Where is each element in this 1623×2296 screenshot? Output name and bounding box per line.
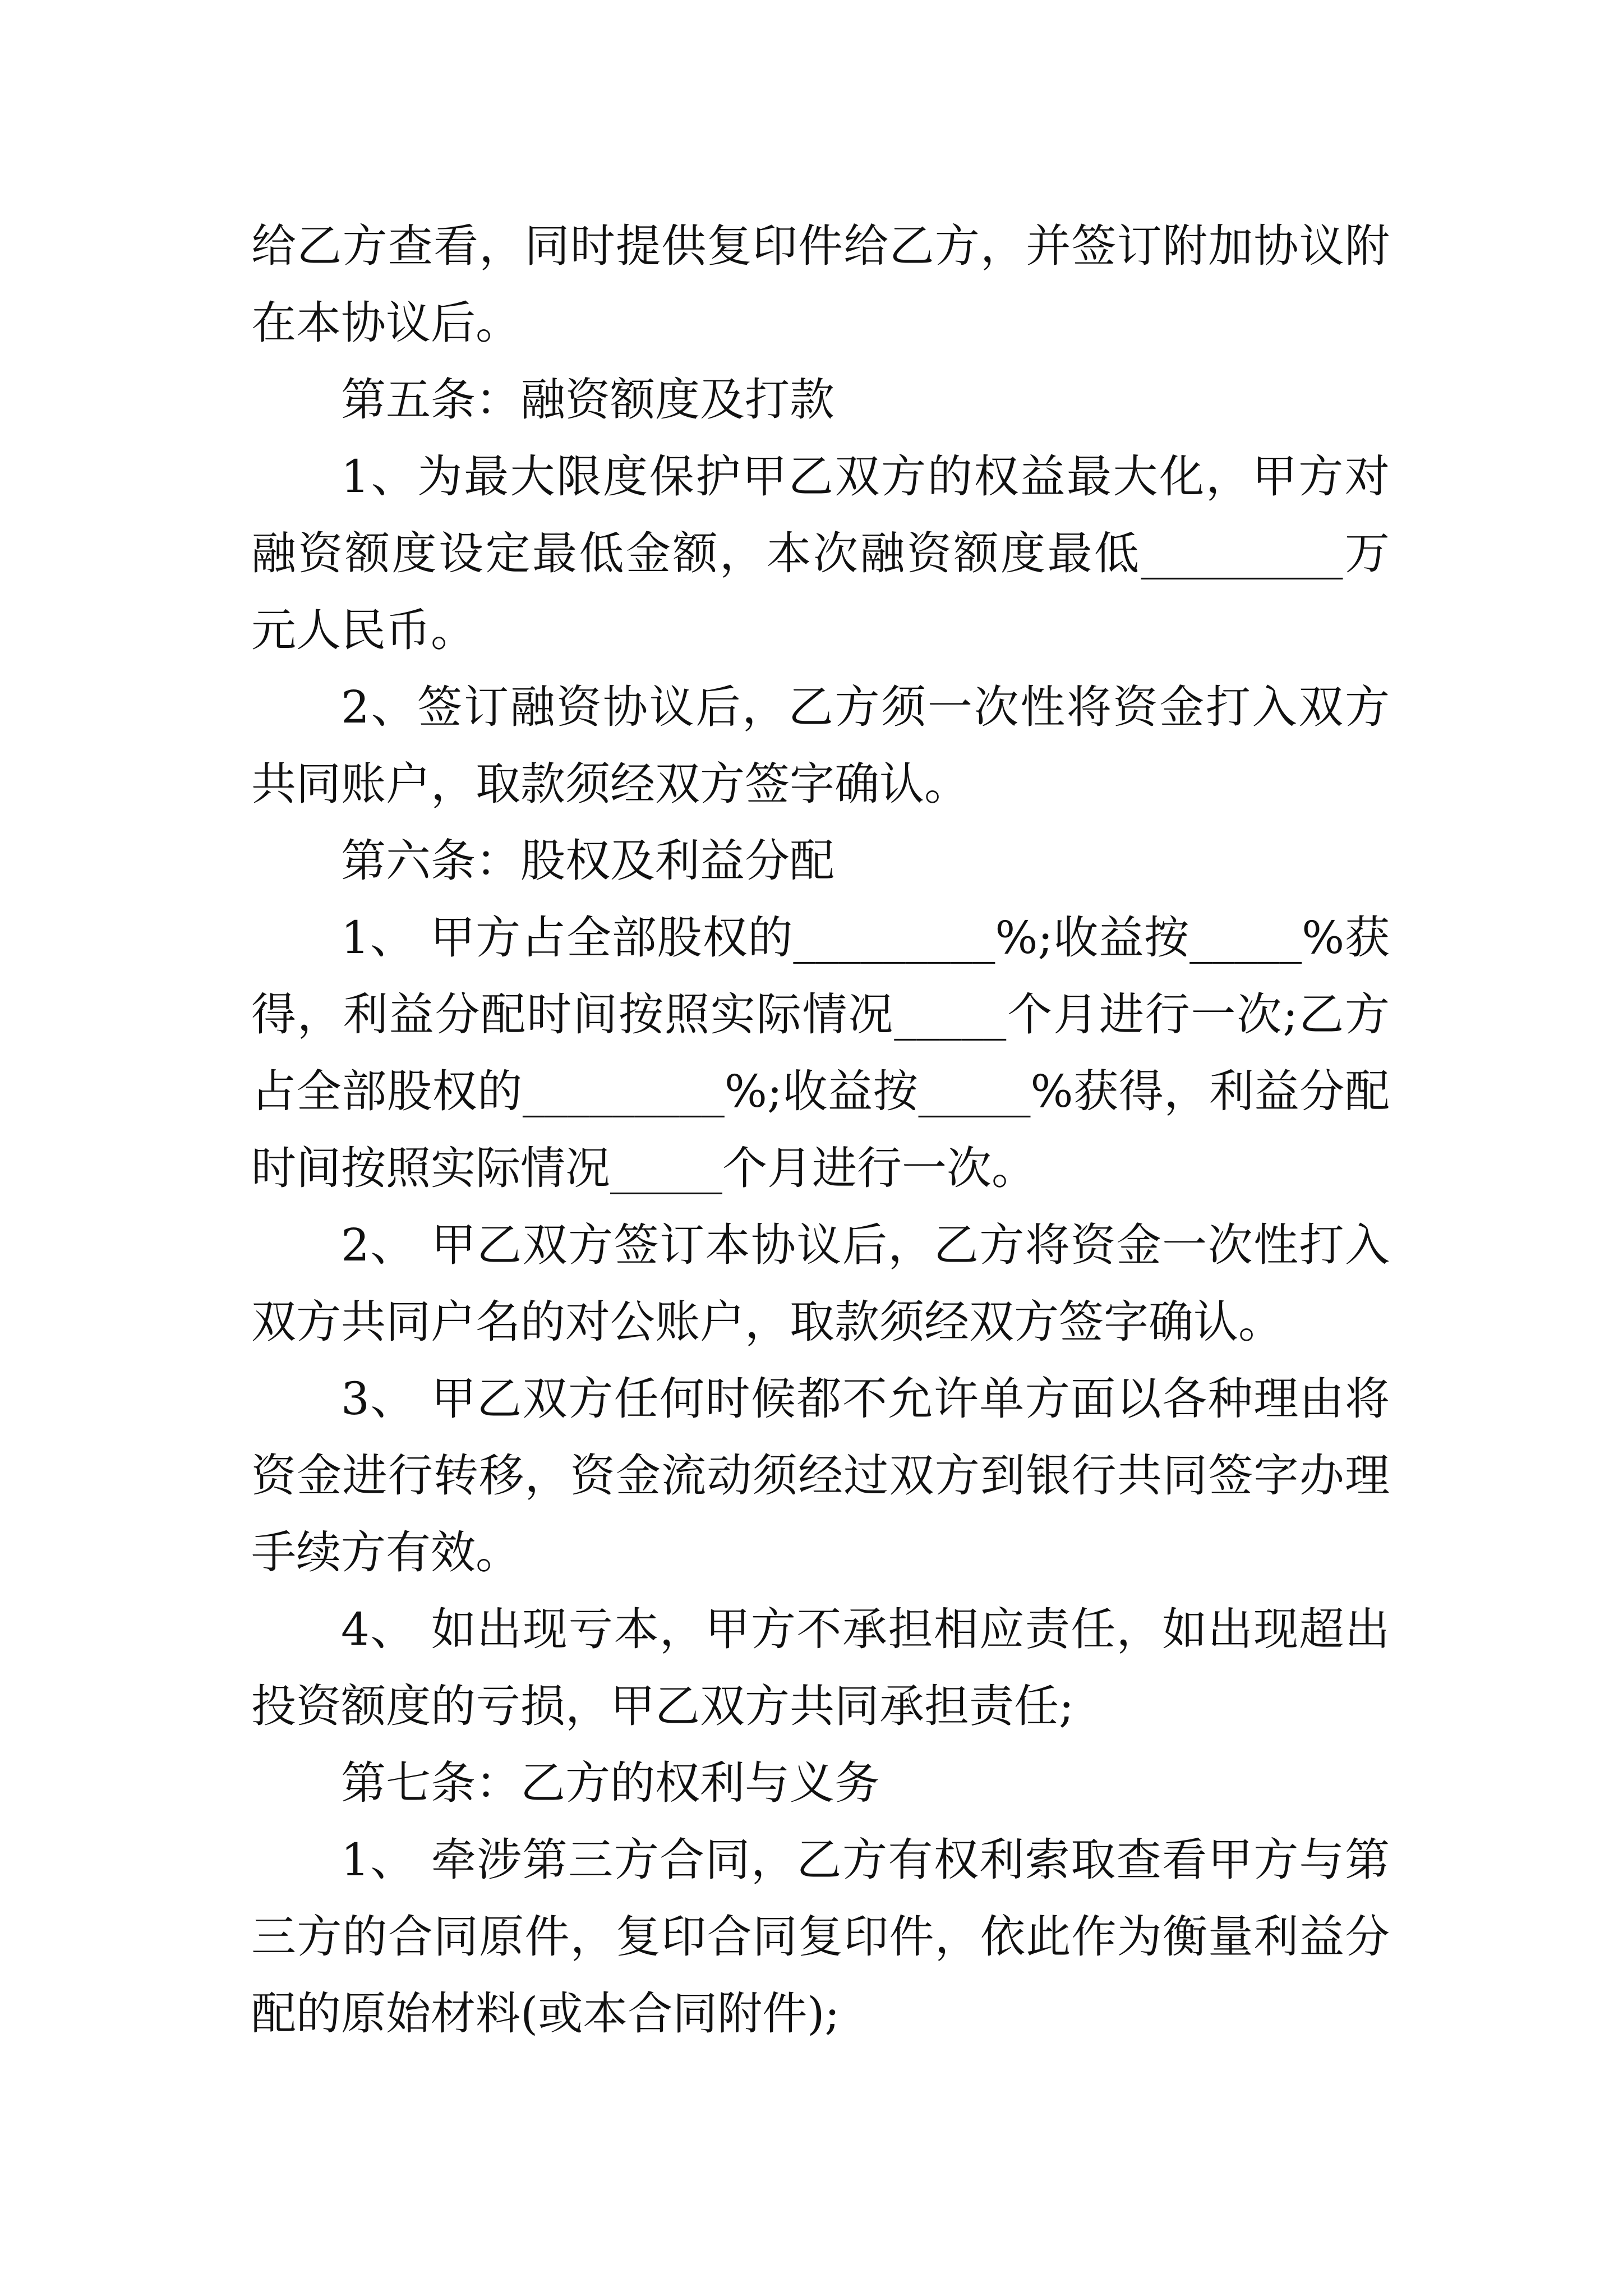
- article-heading-5: 第五条：融资额度及打款: [341, 374, 834, 426]
- document-page: [251, 208, 1390, 2052]
- article-heading-6: 第六条：股权及利益分配: [341, 835, 834, 887]
- clause-6-4: 4、 如出现亏本，甲方不承担相应责任，如出现超出投资额度的亏损，甲乙双方共同承担责任;: [251, 1603, 1390, 1732]
- paragraph-continuation: 给乙方查看，同时提供复印件给乙方，并签订附加协议附在本协议后。: [251, 220, 1390, 349]
- clause-5-1: 1、为最大限度保护甲乙双方的权益最大化，甲方对融资额度设定最低金额，本次融资额度最低_________万元人民币。: [251, 450, 1390, 656]
- article-heading-7: 第七条：乙方的权利与义务: [341, 1757, 879, 1809]
- clause-6-2: 2、 甲乙双方签订本协议后，乙方将资金一次性打入双方共同户名的对公账户，取款须经双方签字确认。: [251, 1219, 1390, 1348]
- clause-7-1: 1、 牵涉第三方合同，乙方有权利索取查看甲方与第三方的合同原件，复印合同复印件，依此作为衡量利益分配的原始材料(或本合同附件);: [251, 1834, 1390, 2040]
- clause-6-3: 3、 甲乙双方任何时候都不允许单方面以各种理由将资金进行转移，资金流动须经过双方到银行共同签字办理手续方有效。: [251, 1373, 1390, 1579]
- clause-5-2: 2、签订融资协议后，乙方须一次性将资金打入双方共同账户，取款须经双方签字确认。: [251, 681, 1390, 810]
- clause-6-1: 1、 甲方占全部股权的_________%;收益按_____%获得，利益分配时间按照实际情况_____个月进行一次;乙方占全部股权的_________%;收益按_____%获得，利益分配时间按照实际情况_____个月进行一次。: [251, 912, 1390, 1194]
